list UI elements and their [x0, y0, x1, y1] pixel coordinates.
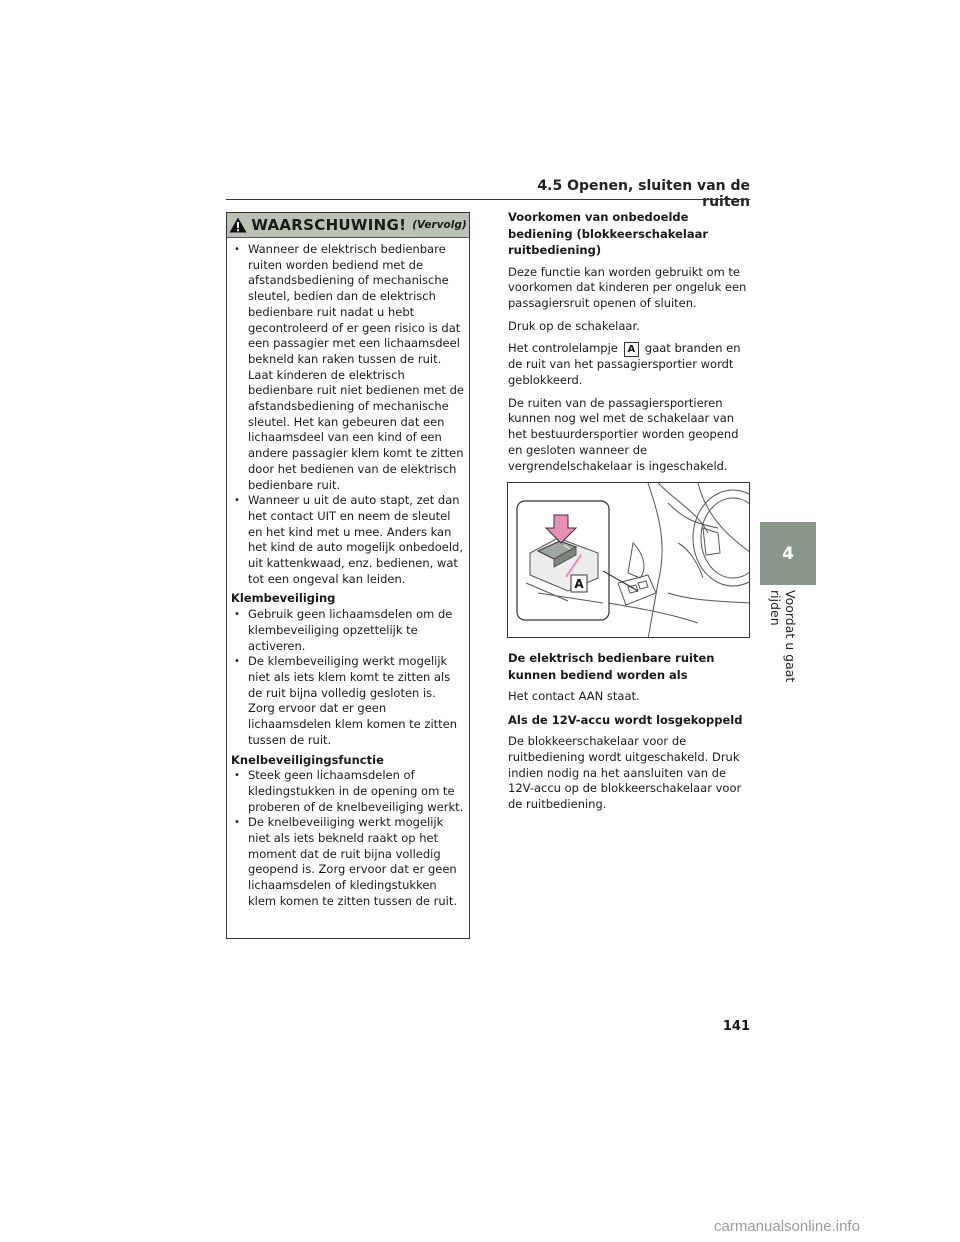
- subheading-klembeveiliging: Klembeveiliging: [231, 591, 336, 606]
- warning-header: [227, 213, 469, 238]
- warning-list-2: [231, 607, 465, 748]
- paragraph-indicator: [508, 341, 754, 388]
- list-item: • Gebruik geen lichaamsdelen om de klembeveiliging opzettelijk te activeren.: [231, 607, 465, 654]
- warning-list-1: [231, 242, 465, 587]
- figure-label-a: A: [574, 577, 584, 591]
- paragraph: Druk op de schakelaar.: [508, 318, 640, 333]
- warning-continued: (Vervolg): [412, 219, 467, 231]
- warning-list-3: [231, 768, 465, 909]
- chapter-title: Voordat u gaat rijden: [768, 590, 798, 683]
- warning-box: [226, 212, 470, 939]
- door-panel-illustration: [508, 483, 750, 638]
- header-rule: [226, 199, 750, 200]
- paragraph: Deze functie kan worden gebruikt om te voorkomen dat kinderen per ongeluk een passagiersruit openen of sluiten.: [508, 264, 747, 310]
- chapter-tab: [760, 522, 816, 585]
- warning-title: WAARSCHUWING!: [251, 216, 407, 234]
- list-item: • Wanneer u uit de auto stapt, zet dan het contact UIT en neem de sleutel en het kind met u mee. Anders kan het kind de auto mogelijk onbedoeld, uit kattenkwaad, enz. bedienen, wat tot een ongeval kan leiden.: [231, 493, 465, 587]
- list-item: • De klembeveiliging werkt mogelijk niet als iets klem komt te zitten als de ruit bijna volledig gesloten is. Zorg ervoor dat er geen lichaamsdelen klem komen te zitten tussen de ruit.: [231, 654, 465, 748]
- page-number: 141: [722, 1019, 750, 1034]
- heading-bediend-worden: De elektrisch bedienbare ruiten kunnen bediend worden als: [508, 651, 715, 682]
- warning-triangle-icon: [229, 217, 247, 233]
- heading-accu: Als de 12V-accu wordt losgekoppeld: [508, 712, 743, 727]
- paragraph: Het contact AAN staat.: [508, 689, 640, 703]
- warning-body: [227, 238, 469, 910]
- lock-switch-figure: [507, 482, 750, 638]
- paragraph-text: Het controlelampje: [508, 341, 618, 356]
- paragraph: De blokkeerschakelaar voor de ruitbediening wordt uitgeschakeld. Druk indien nodig na het aansluiten van de 12V-accu op de blokkeerschakelaar voor de ruitbediening.: [508, 734, 742, 812]
- subheading-knelbeveiliging: Knelbeveiligingsfunctie: [231, 752, 384, 767]
- list-item: • Wanneer de elektrisch bedienbare ruiten worden bediend met de afstandsbediening of mechanische sleutel, bedien dan de elektrisch bedienbare ruit nadat u hebt gecontroleerd of er geen risico is dat een passagier met een lichaamsdeel bekneld kan raken tussen de ruit. Laat kinderen de elektrisch bedienbare ruit niet bedienen met de afstandsbediening of mechanische sleutel. Het kan gebeuren dat een lichaamsdeel van een kind of een andere passagier klem komt te zitten door het bedienen van de elektrisch bedienbare ruit.: [231, 242, 465, 493]
- section-header: 4.5 Openen, sluiten van de ruiten: [537, 178, 750, 210]
- heading-onbedoelde-bediening: Voorkomen van onbedoelde bediening (blokkeerschakelaar ruitbediening): [508, 210, 709, 257]
- paragraph: De ruiten van de passagiersportieren kunnen nog wel met de schakelaar van het bestuurdersportier worden geopend en gesloten wanneer de vergrendelschakelaar is ingeschakeld.: [508, 395, 739, 473]
- watermark: carmanualsonline.info: [714, 1218, 860, 1235]
- right-column-bottom: [508, 650, 754, 820]
- chapter-number: 4: [782, 543, 794, 564]
- paragraph-text: gaat branden en de ruit van het passagiersportier wordt geblokkeerd.: [508, 341, 741, 388]
- indicator-letter-box: A: [624, 342, 640, 357]
- list-item: • Steek geen lichaamsdelen of kledingstukken in de opening om te proberen of de knelbeveiliging werkt.: [231, 768, 465, 815]
- list-item: • De knelbeveiliging werkt mogelijk niet als iets bekneld raakt op het moment dat de ruit bijna volledig geopend is. Zorg ervoor dat er geen lichaamsdelen of kledingstukken klem komen te zitten tussen de ruit.: [231, 815, 465, 909]
- right-column-top: [508, 209, 754, 481]
